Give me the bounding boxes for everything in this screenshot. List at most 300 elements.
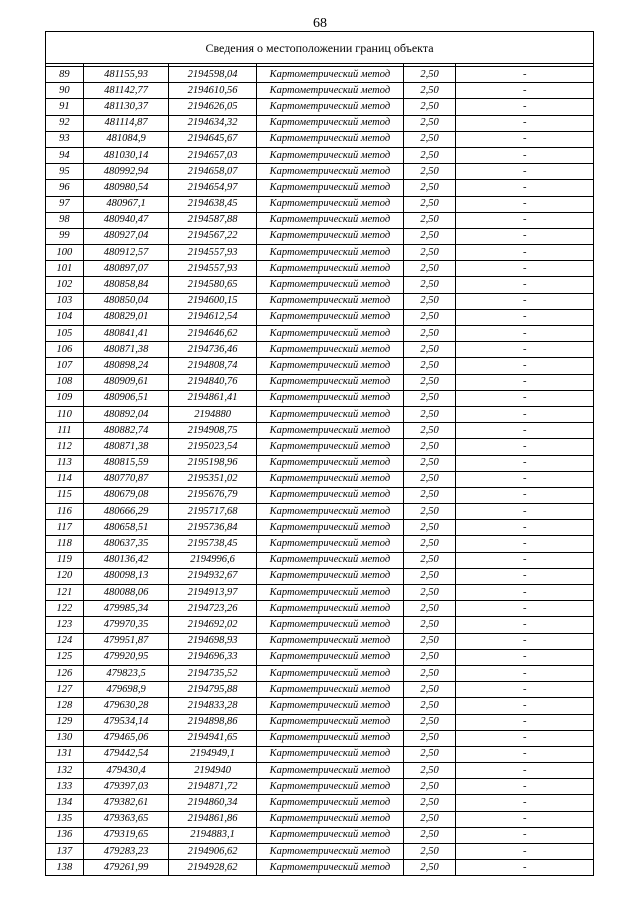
method-cell: Картометрический метод xyxy=(256,164,403,180)
accuracy-cell: 2,50 xyxy=(403,131,456,147)
accuracy-cell: 2,50 xyxy=(403,147,456,163)
table-row xyxy=(46,277,594,293)
point-number-cell: 109 xyxy=(46,390,84,406)
accuracy-cell: 2,50 xyxy=(403,633,456,649)
table-row xyxy=(46,309,594,325)
description-cell: - xyxy=(456,342,594,358)
method-cell: Картометрический метод xyxy=(256,212,403,228)
table-row xyxy=(46,504,594,520)
accuracy-cell: 2,50 xyxy=(403,406,456,422)
method-cell: Картометрический метод xyxy=(256,568,403,584)
x-coordinate-cell: 480927,04 xyxy=(83,228,168,244)
method-cell: Картометрический метод xyxy=(256,147,403,163)
accuracy-cell: 2,50 xyxy=(403,374,456,390)
point-number-cell: 102 xyxy=(46,277,84,293)
method-cell: Картометрический метод xyxy=(256,617,403,633)
x-coordinate-cell: 479823,5 xyxy=(83,665,168,681)
accuracy-cell: 2,50 xyxy=(403,811,456,827)
point-number-cell: 133 xyxy=(46,779,84,795)
y-coordinate-cell: 2194928,62 xyxy=(169,860,257,876)
point-number-cell: 125 xyxy=(46,649,84,665)
table-row xyxy=(46,714,594,730)
method-cell: Картометрический метод xyxy=(256,746,403,762)
table-row xyxy=(46,746,594,762)
table-row xyxy=(46,568,594,584)
y-coordinate-cell: 2195736,84 xyxy=(169,520,257,536)
table-row xyxy=(46,164,594,180)
point-number-cell: 97 xyxy=(46,196,84,212)
x-coordinate-cell: 480858,84 xyxy=(83,277,168,293)
method-cell: Картометрический метод xyxy=(256,487,403,503)
point-number-cell: 89 xyxy=(46,67,84,83)
method-cell: Картометрический метод xyxy=(256,196,403,212)
accuracy-cell: 2,50 xyxy=(403,326,456,342)
table-row xyxy=(46,633,594,649)
x-coordinate-cell: 479363,65 xyxy=(83,811,168,827)
description-cell: - xyxy=(456,682,594,698)
method-cell: Картометрический метод xyxy=(256,67,403,83)
description-cell: - xyxy=(456,795,594,811)
description-cell: - xyxy=(456,730,594,746)
accuracy-cell: 2,50 xyxy=(403,342,456,358)
description-cell: - xyxy=(456,811,594,827)
method-cell: Картометрический метод xyxy=(256,665,403,681)
description-cell: - xyxy=(456,649,594,665)
method-cell: Картометрический метод xyxy=(256,99,403,115)
x-coordinate-cell: 479534,14 xyxy=(83,714,168,730)
description-cell: - xyxy=(456,131,594,147)
point-number-cell: 122 xyxy=(46,601,84,617)
x-coordinate-cell: 480871,38 xyxy=(83,342,168,358)
y-coordinate-cell: 2194557,93 xyxy=(169,245,257,261)
description-cell: - xyxy=(456,714,594,730)
method-cell: Картометрический метод xyxy=(256,763,403,779)
description-cell: - xyxy=(456,568,594,584)
point-number-cell: 135 xyxy=(46,811,84,827)
description-cell: - xyxy=(456,698,594,714)
point-number-cell: 95 xyxy=(46,164,84,180)
method-cell: Картометрический метод xyxy=(256,860,403,876)
x-coordinate-cell: 480637,35 xyxy=(83,536,168,552)
method-cell: Картометрический метод xyxy=(256,245,403,261)
x-coordinate-cell: 481114,87 xyxy=(83,115,168,131)
point-number-cell: 117 xyxy=(46,520,84,536)
accuracy-cell: 2,50 xyxy=(403,617,456,633)
x-coordinate-cell: 480658,51 xyxy=(83,520,168,536)
point-number-cell: 123 xyxy=(46,617,84,633)
y-coordinate-cell: 2194634,32 xyxy=(169,115,257,131)
x-coordinate-cell: 479261,99 xyxy=(83,860,168,876)
table-row xyxy=(46,844,594,860)
method-cell: Картометрический метод xyxy=(256,730,403,746)
table-row xyxy=(46,83,594,99)
method-cell: Картометрический метод xyxy=(256,309,403,325)
method-cell: Картометрический метод xyxy=(256,649,403,665)
method-cell: Картометрический метод xyxy=(256,844,403,860)
table-row xyxy=(46,552,594,568)
point-number-cell: 93 xyxy=(46,131,84,147)
y-coordinate-cell: 2194932,67 xyxy=(169,568,257,584)
method-cell: Картометрический метод xyxy=(256,633,403,649)
point-number-cell: 111 xyxy=(46,423,84,439)
description-cell: - xyxy=(456,520,594,536)
description-cell: - xyxy=(456,293,594,309)
accuracy-cell: 2,50 xyxy=(403,552,456,568)
table-row xyxy=(46,439,594,455)
method-cell: Картометрический метод xyxy=(256,293,403,309)
accuracy-cell: 2,50 xyxy=(403,844,456,860)
description-cell: - xyxy=(456,617,594,633)
method-cell: Картометрический метод xyxy=(256,585,403,601)
point-number-cell: 110 xyxy=(46,406,84,422)
table-row xyxy=(46,665,594,681)
table-row xyxy=(46,682,594,698)
page-number: 68 xyxy=(313,16,327,31)
x-coordinate-cell: 481142,77 xyxy=(83,83,168,99)
table-row xyxy=(46,212,594,228)
method-cell: Картометрический метод xyxy=(256,406,403,422)
accuracy-cell: 2,50 xyxy=(403,779,456,795)
description-cell: - xyxy=(456,779,594,795)
accuracy-cell: 2,50 xyxy=(403,471,456,487)
table-row xyxy=(46,261,594,277)
x-coordinate-cell: 479630,28 xyxy=(83,698,168,714)
accuracy-cell: 2,50 xyxy=(403,67,456,83)
table-row xyxy=(46,601,594,617)
y-coordinate-cell: 2194567,22 xyxy=(169,228,257,244)
table-row xyxy=(46,860,594,876)
table-row xyxy=(46,115,594,131)
method-cell: Картометрический метод xyxy=(256,131,403,147)
point-number-cell: 103 xyxy=(46,293,84,309)
y-coordinate-cell: 2194860,34 xyxy=(169,795,257,811)
point-number-cell: 131 xyxy=(46,746,84,762)
y-coordinate-cell: 2194612,54 xyxy=(169,309,257,325)
y-coordinate-cell: 2194598,04 xyxy=(169,67,257,83)
y-coordinate-cell: 2194600,15 xyxy=(169,293,257,309)
x-coordinate-cell: 480909,61 xyxy=(83,374,168,390)
accuracy-cell: 2,50 xyxy=(403,245,456,261)
table-row xyxy=(46,763,594,779)
x-coordinate-cell: 480897,07 xyxy=(83,261,168,277)
y-coordinate-cell: 2195198,96 xyxy=(169,455,257,471)
description-cell: - xyxy=(456,212,594,228)
x-coordinate-cell: 480829,01 xyxy=(83,309,168,325)
x-coordinate-cell: 480850,04 xyxy=(83,293,168,309)
x-coordinate-cell: 479397,03 xyxy=(83,779,168,795)
y-coordinate-cell: 2194833,28 xyxy=(169,698,257,714)
y-coordinate-cell: 2194808,74 xyxy=(169,358,257,374)
y-coordinate-cell: 2195023,54 xyxy=(169,439,257,455)
x-coordinate-cell: 480967,1 xyxy=(83,196,168,212)
point-number-cell: 128 xyxy=(46,698,84,714)
point-number-cell: 108 xyxy=(46,374,84,390)
y-coordinate-cell: 2194880 xyxy=(169,406,257,422)
description-cell: - xyxy=(456,374,594,390)
point-number-cell: 94 xyxy=(46,147,84,163)
accuracy-cell: 2,50 xyxy=(403,455,456,471)
point-number-cell: 138 xyxy=(46,860,84,876)
point-number-cell: 118 xyxy=(46,536,84,552)
accuracy-cell: 2,50 xyxy=(403,860,456,876)
accuracy-cell: 2,50 xyxy=(403,536,456,552)
accuracy-cell: 2,50 xyxy=(403,487,456,503)
y-coordinate-cell: 2194580,65 xyxy=(169,277,257,293)
y-coordinate-cell: 2194723,26 xyxy=(169,601,257,617)
description-cell: - xyxy=(456,67,594,83)
y-coordinate-cell: 2194638,45 xyxy=(169,196,257,212)
description-cell: - xyxy=(456,423,594,439)
point-number-cell: 115 xyxy=(46,487,84,503)
accuracy-cell: 2,50 xyxy=(403,439,456,455)
point-number-cell: 119 xyxy=(46,552,84,568)
table-title-row xyxy=(46,32,594,64)
x-coordinate-cell: 479970,35 xyxy=(83,617,168,633)
y-coordinate-cell: 2194646,62 xyxy=(169,326,257,342)
table-row xyxy=(46,487,594,503)
y-coordinate-cell: 2194645,67 xyxy=(169,131,257,147)
table-row xyxy=(46,811,594,827)
point-number-cell: 99 xyxy=(46,228,84,244)
y-coordinate-cell: 2194626,05 xyxy=(169,99,257,115)
y-coordinate-cell: 2194735,52 xyxy=(169,665,257,681)
accuracy-cell: 2,50 xyxy=(403,115,456,131)
method-cell: Картометрический метод xyxy=(256,520,403,536)
table-row xyxy=(46,585,594,601)
x-coordinate-cell: 480871,38 xyxy=(83,439,168,455)
method-cell: Картометрический метод xyxy=(256,358,403,374)
x-coordinate-cell: 480992,94 xyxy=(83,164,168,180)
method-cell: Картометрический метод xyxy=(256,180,403,196)
method-cell: Картометрический метод xyxy=(256,342,403,358)
y-coordinate-cell: 2194587,88 xyxy=(169,212,257,228)
accuracy-cell: 2,50 xyxy=(403,698,456,714)
x-coordinate-cell: 479951,87 xyxy=(83,633,168,649)
boundary-coordinates-table xyxy=(45,31,594,876)
x-coordinate-cell: 479283,23 xyxy=(83,844,168,860)
table-row xyxy=(46,698,594,714)
method-cell: Картометрический метод xyxy=(256,326,403,342)
y-coordinate-cell: 2195738,45 xyxy=(169,536,257,552)
y-coordinate-cell: 2195351,02 xyxy=(169,471,257,487)
description-cell: - xyxy=(456,633,594,649)
description-cell: - xyxy=(456,536,594,552)
accuracy-cell: 2,50 xyxy=(403,649,456,665)
method-cell: Картометрический метод xyxy=(256,228,403,244)
point-number-cell: 120 xyxy=(46,568,84,584)
table-row xyxy=(46,131,594,147)
accuracy-cell: 2,50 xyxy=(403,682,456,698)
description-cell: - xyxy=(456,552,594,568)
accuracy-cell: 2,50 xyxy=(403,520,456,536)
description-cell: - xyxy=(456,358,594,374)
x-coordinate-cell: 480841,41 xyxy=(83,326,168,342)
table-row xyxy=(46,374,594,390)
x-coordinate-cell: 480940,47 xyxy=(83,212,168,228)
description-cell: - xyxy=(456,827,594,843)
y-coordinate-cell: 2194861,86 xyxy=(169,811,257,827)
method-cell: Картометрический метод xyxy=(256,471,403,487)
point-number-cell: 101 xyxy=(46,261,84,277)
point-number-cell: 92 xyxy=(46,115,84,131)
description-cell: - xyxy=(456,746,594,762)
table-row xyxy=(46,147,594,163)
y-coordinate-cell: 2194557,93 xyxy=(169,261,257,277)
accuracy-cell: 2,50 xyxy=(403,746,456,762)
x-coordinate-cell: 479698,9 xyxy=(83,682,168,698)
x-coordinate-cell: 479430,4 xyxy=(83,763,168,779)
accuracy-cell: 2,50 xyxy=(403,309,456,325)
accuracy-cell: 2,50 xyxy=(403,99,456,115)
description-cell: - xyxy=(456,164,594,180)
y-coordinate-cell: 2194898,86 xyxy=(169,714,257,730)
accuracy-cell: 2,50 xyxy=(403,763,456,779)
point-number-cell: 132 xyxy=(46,763,84,779)
description-cell: - xyxy=(456,83,594,99)
method-cell: Картометрический метод xyxy=(256,390,403,406)
method-cell: Картометрический метод xyxy=(256,83,403,99)
point-number-cell: 130 xyxy=(46,730,84,746)
method-cell: Картометрический метод xyxy=(256,115,403,131)
table-row xyxy=(46,536,594,552)
x-coordinate-cell: 480666,29 xyxy=(83,504,168,520)
method-cell: Картометрический метод xyxy=(256,374,403,390)
table-row xyxy=(46,67,594,83)
table-row xyxy=(46,779,594,795)
accuracy-cell: 2,50 xyxy=(403,358,456,374)
table-row xyxy=(46,795,594,811)
point-number-cell: 106 xyxy=(46,342,84,358)
x-coordinate-cell: 481084,9 xyxy=(83,131,168,147)
y-coordinate-cell: 2194795,88 xyxy=(169,682,257,698)
x-coordinate-cell: 480892,04 xyxy=(83,406,168,422)
description-cell: - xyxy=(456,860,594,876)
x-coordinate-cell: 480906,51 xyxy=(83,390,168,406)
method-cell: Картометрический метод xyxy=(256,439,403,455)
point-number-cell: 112 xyxy=(46,439,84,455)
y-coordinate-cell: 2194949,1 xyxy=(169,746,257,762)
method-cell: Картометрический метод xyxy=(256,601,403,617)
y-coordinate-cell: 2194940 xyxy=(169,763,257,779)
y-coordinate-cell: 2194941,65 xyxy=(169,730,257,746)
y-coordinate-cell: 2195676,79 xyxy=(169,487,257,503)
table-row xyxy=(46,827,594,843)
description-cell: - xyxy=(456,487,594,503)
point-number-cell: 98 xyxy=(46,212,84,228)
y-coordinate-cell: 2194736,46 xyxy=(169,342,257,358)
description-cell: - xyxy=(456,390,594,406)
table-row xyxy=(46,423,594,439)
description-cell: - xyxy=(456,665,594,681)
y-coordinate-cell: 2194861,41 xyxy=(169,390,257,406)
description-cell: - xyxy=(456,245,594,261)
table-title: Сведения о местоположении границ объекта xyxy=(46,32,594,64)
x-coordinate-cell: 480898,24 xyxy=(83,358,168,374)
table-row xyxy=(46,293,594,309)
table-row xyxy=(46,99,594,115)
table-row xyxy=(46,342,594,358)
x-coordinate-cell: 481130,37 xyxy=(83,99,168,115)
point-number-cell: 100 xyxy=(46,245,84,261)
description-cell: - xyxy=(456,277,594,293)
y-coordinate-cell: 2194913,97 xyxy=(169,585,257,601)
method-cell: Картометрический метод xyxy=(256,795,403,811)
table-row xyxy=(46,245,594,261)
x-coordinate-cell: 479465,06 xyxy=(83,730,168,746)
description-cell: - xyxy=(456,844,594,860)
table-row xyxy=(46,730,594,746)
table-row xyxy=(46,471,594,487)
table-row xyxy=(46,180,594,196)
table-row xyxy=(46,617,594,633)
accuracy-cell: 2,50 xyxy=(403,504,456,520)
x-coordinate-cell: 479985,34 xyxy=(83,601,168,617)
method-cell: Картометрический метод xyxy=(256,277,403,293)
description-cell: - xyxy=(456,585,594,601)
method-cell: Картометрический метод xyxy=(256,423,403,439)
point-number-cell: 126 xyxy=(46,665,84,681)
description-cell: - xyxy=(456,601,594,617)
y-coordinate-cell: 2194883,1 xyxy=(169,827,257,843)
description-cell: - xyxy=(456,261,594,277)
description-cell: - xyxy=(456,406,594,422)
method-cell: Картометрический метод xyxy=(256,682,403,698)
y-coordinate-cell: 2194654,97 xyxy=(169,180,257,196)
accuracy-cell: 2,50 xyxy=(403,795,456,811)
description-cell: - xyxy=(456,115,594,131)
x-coordinate-cell: 479382,61 xyxy=(83,795,168,811)
y-coordinate-cell: 2194658,07 xyxy=(169,164,257,180)
x-coordinate-cell: 480912,57 xyxy=(83,245,168,261)
point-number-cell: 104 xyxy=(46,309,84,325)
description-cell: - xyxy=(456,309,594,325)
point-number-cell: 90 xyxy=(46,83,84,99)
table-row xyxy=(46,520,594,536)
table-row xyxy=(46,649,594,665)
accuracy-cell: 2,50 xyxy=(403,228,456,244)
y-coordinate-cell: 2194698,93 xyxy=(169,633,257,649)
table-row xyxy=(46,228,594,244)
accuracy-cell: 2,50 xyxy=(403,83,456,99)
table-row xyxy=(46,358,594,374)
table-row xyxy=(46,406,594,422)
accuracy-cell: 2,50 xyxy=(403,585,456,601)
accuracy-cell: 2,50 xyxy=(403,390,456,406)
point-number-cell: 134 xyxy=(46,795,84,811)
x-coordinate-cell: 480770,87 xyxy=(83,471,168,487)
point-number-cell: 114 xyxy=(46,471,84,487)
y-coordinate-cell: 2194610,56 xyxy=(169,83,257,99)
method-cell: Картометрический метод xyxy=(256,698,403,714)
description-cell: - xyxy=(456,196,594,212)
x-coordinate-cell: 479442,54 xyxy=(83,746,168,762)
method-cell: Картометрический метод xyxy=(256,552,403,568)
x-coordinate-cell: 480882,74 xyxy=(83,423,168,439)
point-number-cell: 136 xyxy=(46,827,84,843)
method-cell: Картометрический метод xyxy=(256,811,403,827)
table-row xyxy=(46,196,594,212)
point-number-cell: 96 xyxy=(46,180,84,196)
y-coordinate-cell: 2194906,62 xyxy=(169,844,257,860)
method-cell: Картометрический метод xyxy=(256,714,403,730)
point-number-cell: 91 xyxy=(46,99,84,115)
description-cell: - xyxy=(456,180,594,196)
y-coordinate-cell: 2194996,6 xyxy=(169,552,257,568)
accuracy-cell: 2,50 xyxy=(403,212,456,228)
method-cell: Картометрический метод xyxy=(256,827,403,843)
y-coordinate-cell: 2194908,75 xyxy=(169,423,257,439)
accuracy-cell: 2,50 xyxy=(403,423,456,439)
